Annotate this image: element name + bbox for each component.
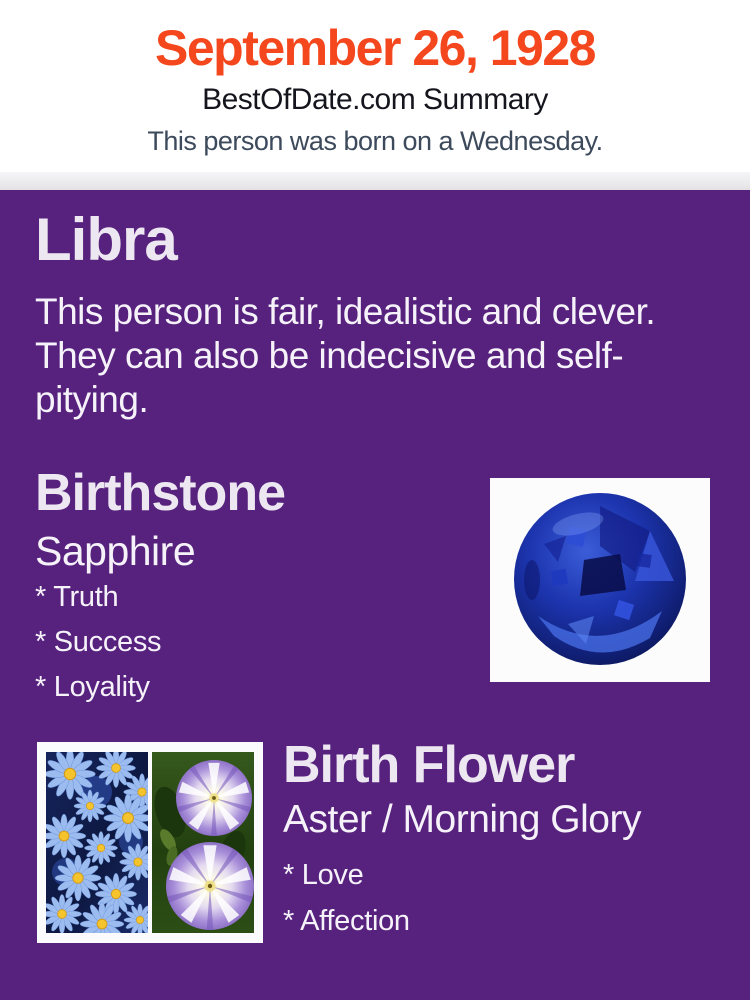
morning-glory-photo [152, 752, 254, 933]
born-weekday-line: This person was born on a Wednesday. [147, 126, 603, 156]
birthstone-name: Sapphire [35, 528, 196, 574]
birthstone-trait: * Success [35, 626, 162, 658]
birth-flower-trait-list [283, 858, 641, 939]
birth-flower-trait: * Affection [283, 905, 410, 937]
birth-flower-trait: * Love [283, 859, 364, 891]
birthstone-trait: * Truth [35, 581, 119, 613]
birth-flower-section [283, 735, 641, 950]
birthstone-trait-list [35, 580, 161, 715]
aster-photo [46, 752, 148, 933]
birth-flower-image [37, 742, 263, 943]
date-title: September 26, 1928 [155, 20, 595, 76]
birth-flower-heading: Birth Flower [283, 736, 575, 794]
summary-body [0, 190, 750, 1000]
page-header [0, 0, 750, 172]
birthstone-heading: Birthstone [35, 464, 285, 522]
birth-flower-name: Aster / Morning Glory [283, 798, 641, 841]
header-divider [0, 172, 750, 190]
zodiac-heading: Libra [35, 206, 177, 273]
sapphire-gem-graphic [498, 484, 702, 676]
zodiac-description: This person is fair, idealistic and clever. They can also be indecisive and self-pitying. [35, 291, 656, 420]
birthstone-trait: * Loyality [35, 671, 150, 703]
site-summary-subtitle: BestOfDate.com Summary [202, 83, 548, 116]
sapphire-image [490, 478, 710, 682]
